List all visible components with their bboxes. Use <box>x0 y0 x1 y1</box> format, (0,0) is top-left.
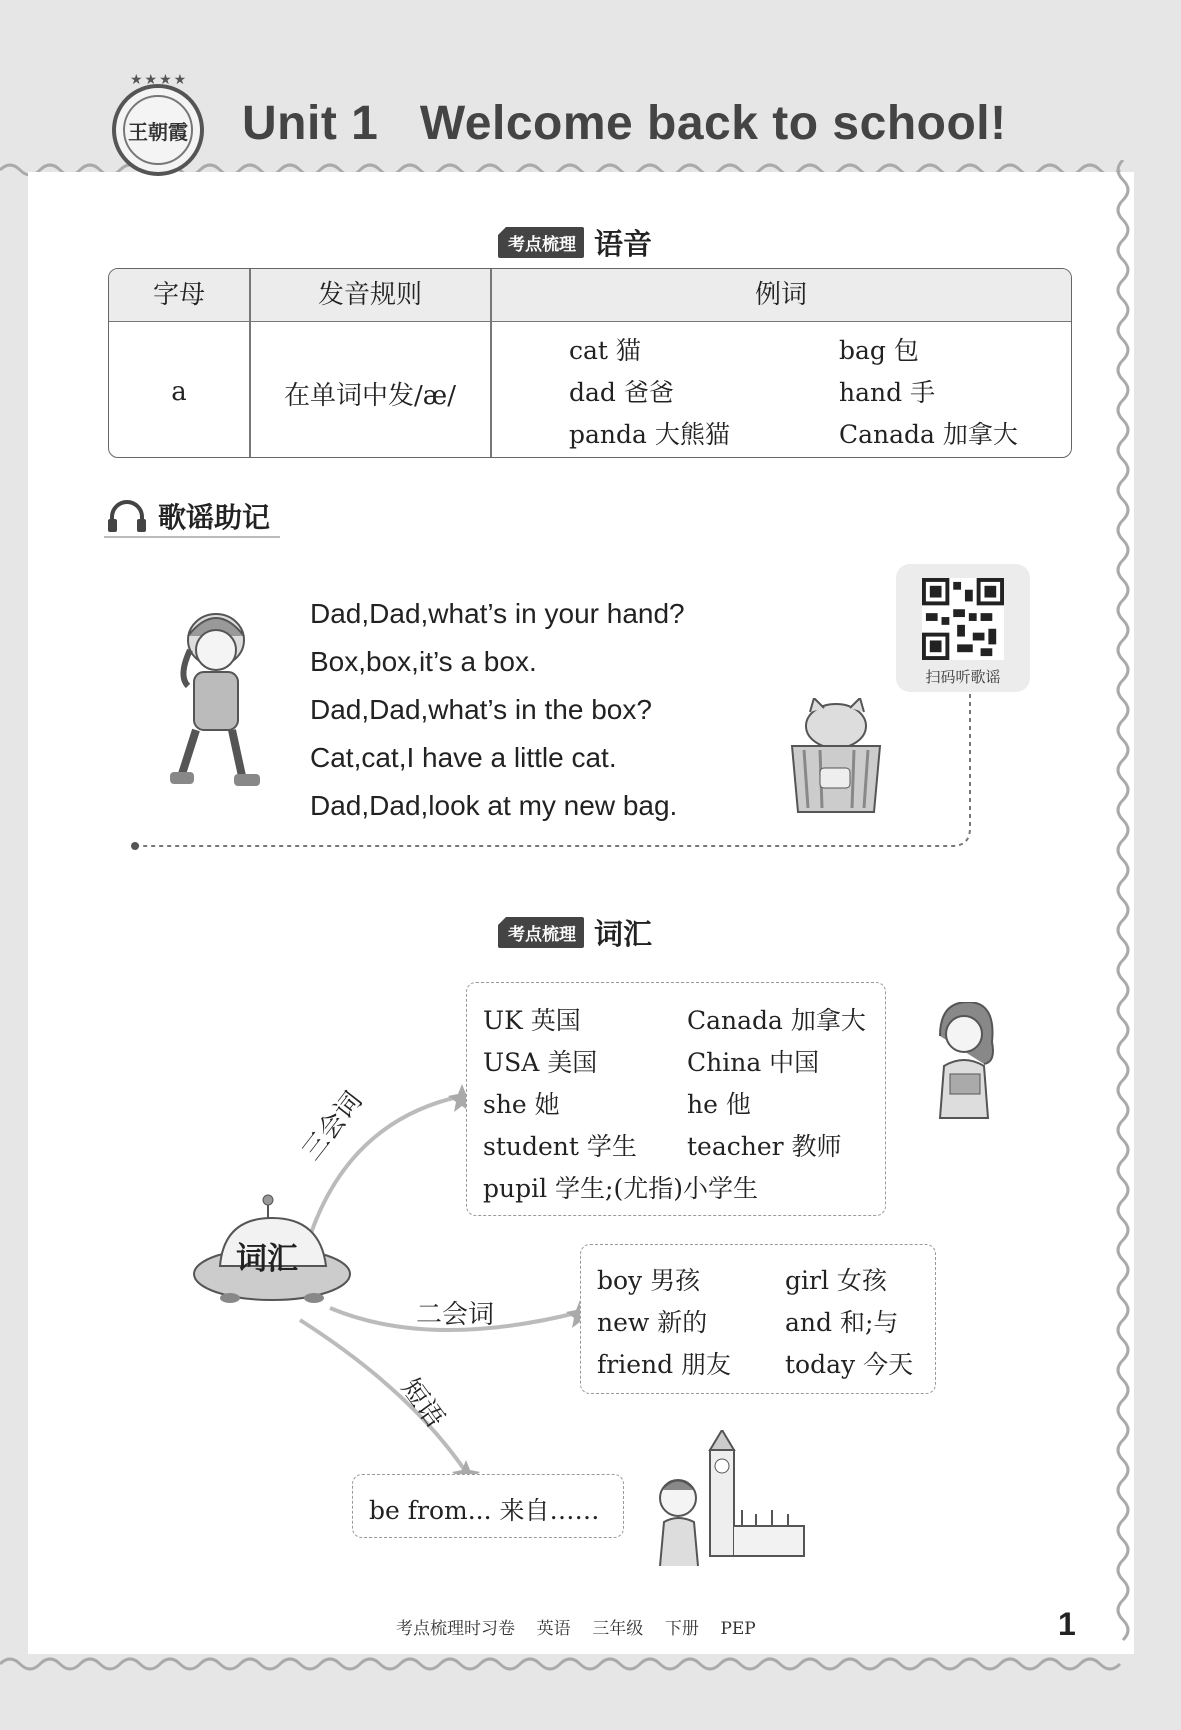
rhyme-line: Box,box,it’s a box. <box>310 646 537 677</box>
vocab-word: teacher 教师 <box>687 1132 842 1161</box>
example-word: panda 大熊猫 <box>569 420 730 449</box>
page-number: 1 <box>1058 1606 1076 1642</box>
branch-label-phrases: 短语 <box>394 1373 450 1434</box>
logo-text: 王朝霞 <box>123 95 193 165</box>
rhyme-title: 歌谣助记 <box>158 501 271 534</box>
branch-label-two-skill: 二会词 <box>416 1300 495 1330</box>
example-word: cat 猫 <box>569 336 641 365</box>
phonics-tag: 考点梳理 <box>498 227 584 258</box>
logo-stars-icon: ★★★★ <box>130 72 189 88</box>
phonics-section-head <box>498 222 652 263</box>
phrases-box <box>352 1474 624 1538</box>
phonics-table <box>108 268 1072 458</box>
vocab-word: Canada 加拿大 <box>687 1006 866 1035</box>
qr-label: 扫码听歌谣 <box>925 668 1001 686</box>
qr-code-card[interactable] <box>896 564 1030 692</box>
example-word: hand 手 <box>839 378 936 407</box>
rule-cell: 在单词中发/æ/ <box>284 381 456 411</box>
header-examples: 例词 <box>754 280 807 310</box>
vocab-section-head <box>498 912 652 953</box>
phonics-title: 语音 <box>594 227 653 261</box>
vocab-title: 词汇 <box>594 917 653 951</box>
vocab-word: boy 男孩 <box>597 1266 701 1295</box>
headphones-icon <box>104 499 150 533</box>
vocab-word: he 他 <box>687 1090 751 1119</box>
vocab-word: and 和;与 <box>785 1308 899 1337</box>
right-wave-border <box>1110 160 1136 1660</box>
header-letter: 字母 <box>152 280 205 310</box>
teacher-illustration <box>926 1002 1006 1122</box>
rhyme-line: Dad,Dad,what’s in your hand? <box>310 598 685 629</box>
vocab-center-label: 词汇 <box>236 1241 298 1277</box>
letter-cell: a <box>171 377 187 407</box>
rhyme-line: Cat,cat,I have a little cat. <box>310 742 617 773</box>
two-skill-words-box <box>580 1244 936 1394</box>
boy-landmark-illustration <box>654 1430 810 1570</box>
publisher-logo <box>112 72 204 176</box>
vocab-word: she 她 <box>483 1090 560 1119</box>
vocab-word: China 中国 <box>687 1048 820 1077</box>
vocab-tag: 考点梳理 <box>498 917 584 948</box>
vocab-word: today 今天 <box>785 1350 914 1379</box>
footer-text: 考点梳理时习卷 英语 三年级 下册 PEP <box>396 1619 756 1639</box>
example-word: bag 包 <box>839 336 919 365</box>
rhyme-line: Dad,Dad,look at my new bag. <box>310 790 678 821</box>
rhyme-line: Dad,Dad,what’s in the box? <box>310 694 652 725</box>
bottom-wave-border <box>0 1652 1181 1676</box>
vocab-word: friend 朋友 <box>597 1350 732 1379</box>
rhyme-dashed-line <box>128 688 978 852</box>
vocab-word: pupil 学生;(尤指)小学生 <box>483 1174 758 1203</box>
header-rule: 发音规则 <box>317 280 422 310</box>
rhyme-section-head <box>104 496 280 538</box>
branch-label-three-skill: 三会词 <box>296 1086 369 1167</box>
qr-code-icon[interactable] <box>922 578 1004 660</box>
unit-title: Unit 1 Welcome back to school! <box>242 97 1007 150</box>
three-skill-words-box <box>466 982 886 1216</box>
vocab-word: student 学生 <box>483 1132 637 1161</box>
vocab-word: girl 女孩 <box>785 1266 887 1295</box>
example-word: Canada 加拿大 <box>839 420 1018 449</box>
vocab-word: new 新的 <box>597 1308 708 1337</box>
example-word: dad 爸爸 <box>569 378 674 407</box>
vocab-phrase: be from... 来自…… <box>369 1496 600 1525</box>
vocab-word: UK 英国 <box>483 1006 581 1035</box>
vocab-word: USA 美国 <box>483 1048 598 1077</box>
